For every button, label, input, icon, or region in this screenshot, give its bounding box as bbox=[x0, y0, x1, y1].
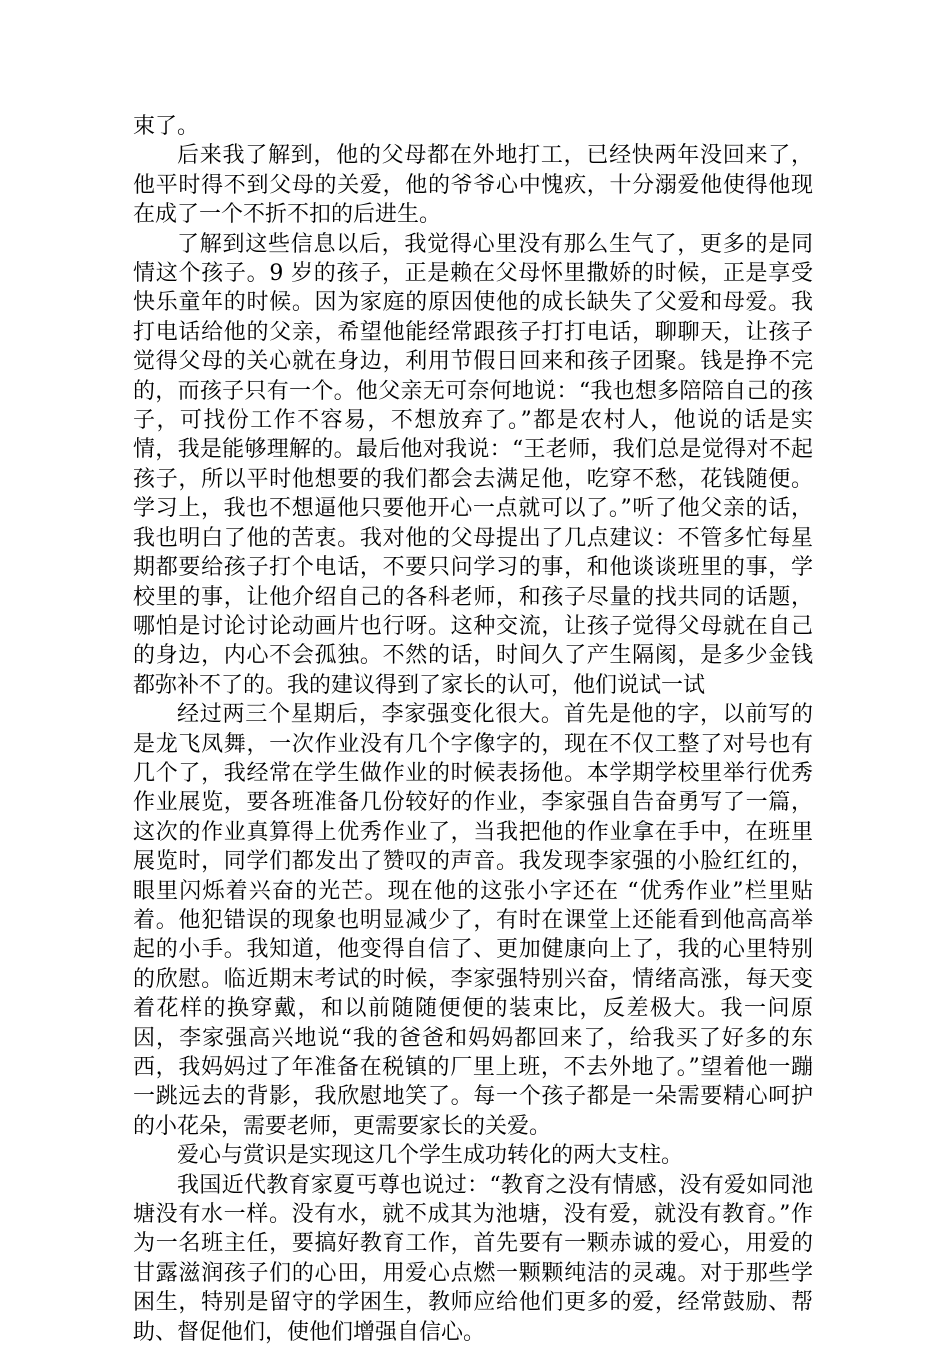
paragraph-3: 了解到这些信息以后，我觉得心里没有那么生气了，更多的是同情这个孩子。9 岁的孩子，正是赖在父母怀里撒娇的时候，正是享受快乐童年的时候。因为家庭的原因使他的成长缺失了父爱和母爱。我打电话给他的父亲，希望他能经常跟孩子打打电话，聊聊天，让孩子觉得父母的关心就在身边，利用节假日回来和孩子团聚。钱是挣不完的，而孩子只有一个。他父亲无可奈何地说：“我也想多陪陪自己的孩子，可找份工作不容易，不想放弃了。”都是农村人，他说的话是实情，我是能够理解的。最后他对我说：“王老师，我们总是觉得对不起孩子，所以平时他想要的我们都会去满足他，吃穿不愁，花钱随便。学习上，我也不想逼他只要他开心一点就可以了。”听了他父亲的话，我也明白了他的苦衷。我对他的父母提出了几点建议：不管多忙每星期都要给孩子打个电话，不要只问学习的事，和他谈谈班里的事，学校里的事，让他介绍自己的各科老师，和孩子尽量的找共同的话题，哪怕是讨论讨论动画片也行呀。这种交流，让孩子觉得父母就在自己的身边，内心不会孤独。不然的话，时间久了产生隔阂，是多少金钱都弥补不了的。我的建议得到了家长的认可，他们说试一试 bbox=[133, 231, 813, 698]
paragraph-6: 我国近代教育家夏丐尊也说过：“教育之没有情感，没有爱如同池塘没有水一样。没有水，就不成其为池塘，没有爱，就没有教育。”作为一名班主任，要搞好教育工作，首先要有一颗赤诚的爱心，用爱的甘露滋润孩子们的心田，用爱心点燃一颗颗纯洁的灵魂。对于那些学困生，特别是留守的学困生，教师应给他们更多的爱，经常鼓励、帮助、督促他们，使他们增强自信心。 bbox=[133, 1172, 813, 1345]
paragraph-4: 经过两三个星期后，李家强变化很大。首先是他的字，以前写的是龙飞凤舞，一次作业没有几个字像字的，现在不仅工整了对号也有几个了，我经常在学生做作业的时候表扬他。本学期学校里举行优秀作业展览，要各班准备几份较好的作业，李家强自告奋勇写了一篇，这次的作业真算得上优秀作业了，当我把他的作业拿在手中，在班里展览时，同学们都发出了赞叹的声音。我发现李家强的小脸红红的，眼里闪烁着兴奋的光芒。现在他的这张小字还在 “优秀作业”栏里贴着。他犯错误的现象也明显减少了，有时在课堂上还能看到他高高举起的小手。我知道，他变得自信了、更加健康向上了，我的心里特别的欣慰。临近期末考试的时候，李家强特别兴奋，情绪高涨，每天变着花样的换穿戴，和以前随随便便的装束比，反差极大。我一问原因，李家强高兴地说“我的爸爸和妈妈都回来了，给我买了好多的东西，我妈妈过了年准备在税镇的厂里上班，不去外地了。”望着他一蹦一跳远去的背影，我欣慰地笑了。每一个孩子都是一朵需要精心呵护的小花朵，需要老师，更需要家长的关爱。 bbox=[133, 702, 813, 1139]
paragraph-1: 束了。 bbox=[133, 114, 200, 139]
paragraph-5: 爱心与赏识是实现这几个学生成功转化的两大支柱。 bbox=[177, 1143, 684, 1169]
document-page bbox=[133, 112, 813, 1347]
paragraph-2: 后来我了解到，他的父母都在外地打工，已经快两年没回来了， 他平时得不到父母的关爱，他的爷爷心中愧疚，十分溺爱他使得他现在成了一个不折不扣的后进生。 bbox=[133, 143, 813, 228]
